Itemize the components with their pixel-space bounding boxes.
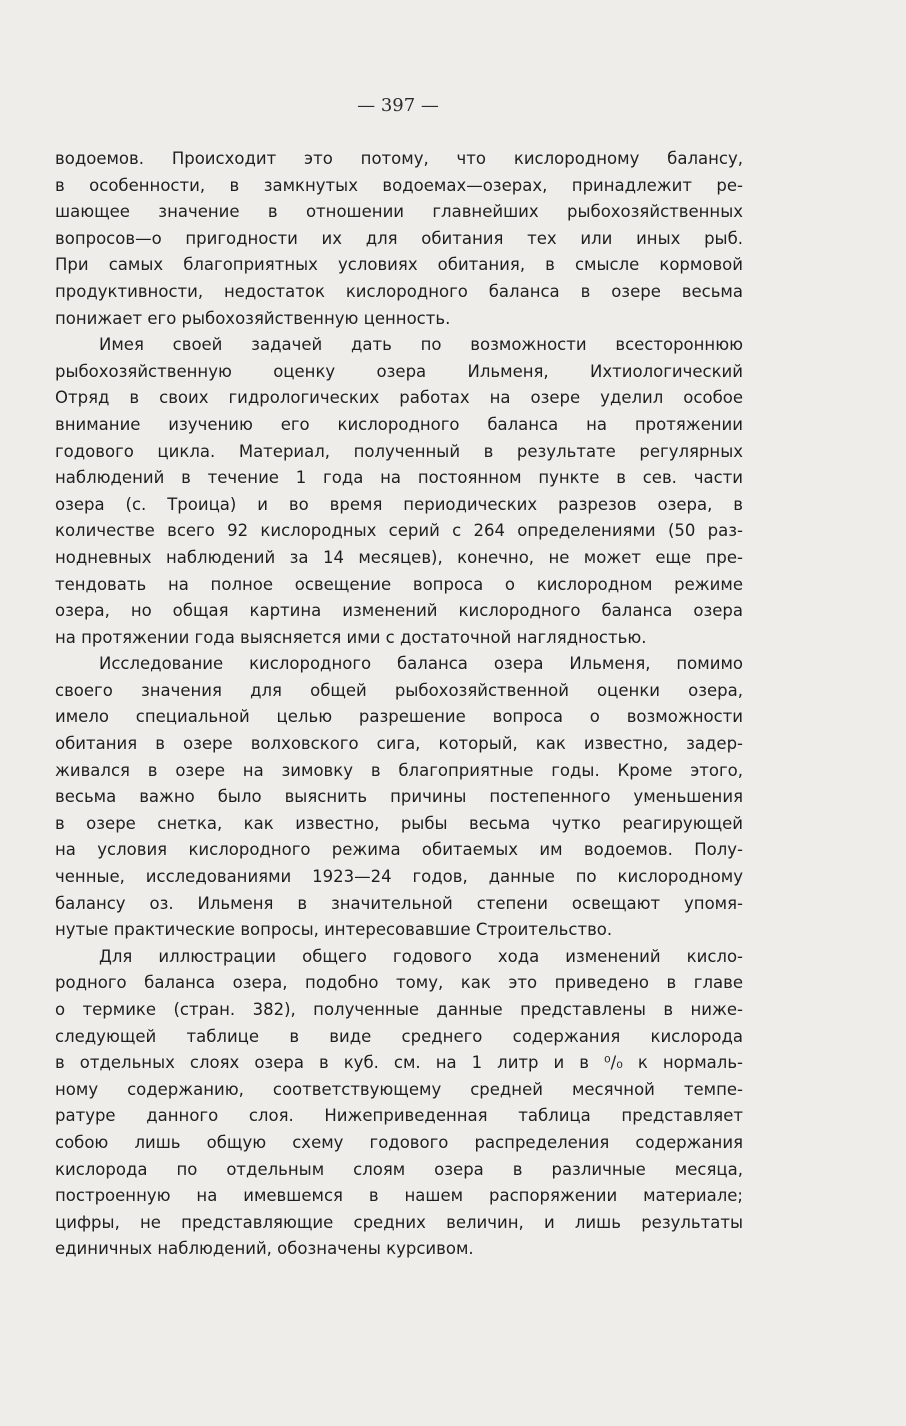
text-line: обитания в озере волховского сига, который, как известно, задер- bbox=[55, 734, 743, 754]
paragraph bbox=[55, 332, 743, 651]
text-line: продуктивности, недостаток кислородного баланса в озере весьма bbox=[55, 281, 743, 301]
text-line: рыбохозяйственную оценку озера Ильменя, Ихтиологический bbox=[55, 361, 743, 381]
text-line: озера, но общая картина изменений кислородного баланса озера bbox=[55, 601, 743, 621]
paragraph bbox=[55, 944, 743, 1263]
text-line: собою лишь общую схему годового распределения содержания bbox=[55, 1132, 743, 1152]
text-line: нутые практические вопросы, интересовавшие Строительство. bbox=[55, 920, 613, 940]
text-line: При самых благоприятных условиях обитания, в смысле кормовой bbox=[55, 255, 743, 275]
text-line: Имея своей задачей дать по возможности всестороннюю bbox=[99, 335, 743, 355]
page-number: — 397 — bbox=[357, 95, 439, 116]
text-line: годового цикла. Материал, полученный в результате регулярных bbox=[55, 441, 743, 461]
text-line: кислорода по отдельным слоям озера в различные месяца, bbox=[55, 1159, 743, 1179]
text-line: вопросов—о пригодности их для обитания тех или иных рыб. bbox=[55, 228, 743, 248]
text-line: Отряд в своих гидрологических работах на озере уделил особое bbox=[55, 388, 743, 408]
paragraph bbox=[55, 651, 743, 944]
text-line: водоемов. Происходит это потому, что кислородному балансу, bbox=[55, 149, 743, 168]
paragraph bbox=[55, 146, 743, 332]
text-line: своего значения для общей рыбохозяйственной оценки озера, bbox=[55, 680, 743, 700]
text-line: в особенности, в замкнутых водоемах—озерах, принадлежит ре- bbox=[55, 175, 743, 195]
text-line: весьма важно было выяснить причины постепенного уменьшения bbox=[55, 787, 743, 807]
text-line: построенную на имевшемся в нашем распоряжении материале; bbox=[55, 1186, 743, 1206]
text-line: балансу оз. Ильменя в значительной степени освещают упомя- bbox=[55, 893, 743, 913]
text-line: озера (с. Троица) и во время периодических разрезов озера, в bbox=[55, 494, 743, 514]
text-line: имело специальной целью разрешение вопроса о возможности bbox=[55, 707, 743, 727]
text-line: ному содержанию, соответствующему средней месячной темпе- bbox=[55, 1079, 743, 1099]
text-line: в отдельных слоях озера в куб. см. на 1 литр и в ⁰/₀ к нормаль- bbox=[55, 1053, 743, 1073]
body-text bbox=[55, 146, 743, 1263]
text-line: на протяжении года выясняется ими с достаточной наглядностью. bbox=[55, 627, 647, 647]
text-line: родного баланса озера, подобно тому, как это приведено в главе bbox=[55, 973, 743, 993]
text-line: ратуре данного слоя. Нижеприведенная таблица представляет bbox=[55, 1106, 743, 1126]
text-line: следующей таблице в виде среднего содержания кислорода bbox=[55, 1026, 743, 1046]
text-line: шающее значение в отношении главнейших рыбохозяйственных bbox=[55, 202, 743, 222]
text-line: Исследование кислородного баланса озера Ильменя, помимо bbox=[99, 654, 743, 674]
text-line: Для иллюстрации общего годового хода изменений кисло- bbox=[99, 946, 743, 966]
text-line: понижает его рыбохозяйственную ценность. bbox=[55, 308, 451, 328]
text-line: цифры, не представляющие средних величин, и лишь результаты bbox=[55, 1212, 743, 1232]
text-line: тендовать на полное освещение вопроса о кислородном режиме bbox=[55, 574, 743, 594]
text-line: ченные, исследованиями 1923—24 годов, данные по кислородному bbox=[55, 867, 743, 887]
text-line: количестве всего 92 кислородных серий с 264 определениями (50 раз- bbox=[55, 521, 743, 541]
text-line: нодневных наблюдений за 14 месяцев), конечно, не может еще пре- bbox=[55, 547, 743, 567]
text-line: о термике (стран. 382), полученные данные представлены в ниже- bbox=[55, 1000, 743, 1019]
text-line: единичных наблюдений, обозначены курсивом. bbox=[55, 1239, 474, 1259]
text-line: в озере снетка, как известно, рыбы весьма чутко реагирующей bbox=[55, 813, 743, 833]
text-line: наблюдений в течение 1 года на постоянном пункте в сев. части bbox=[55, 468, 743, 488]
text-line: внимание изучению его кислородного баланса на протяжении bbox=[55, 414, 743, 434]
text-line: живался в озере на зимовку в благоприятные годы. Кроме этого, bbox=[55, 760, 743, 780]
text-line: на условия кислородного режима обитаемых им водоемов. Полу- bbox=[55, 840, 743, 860]
